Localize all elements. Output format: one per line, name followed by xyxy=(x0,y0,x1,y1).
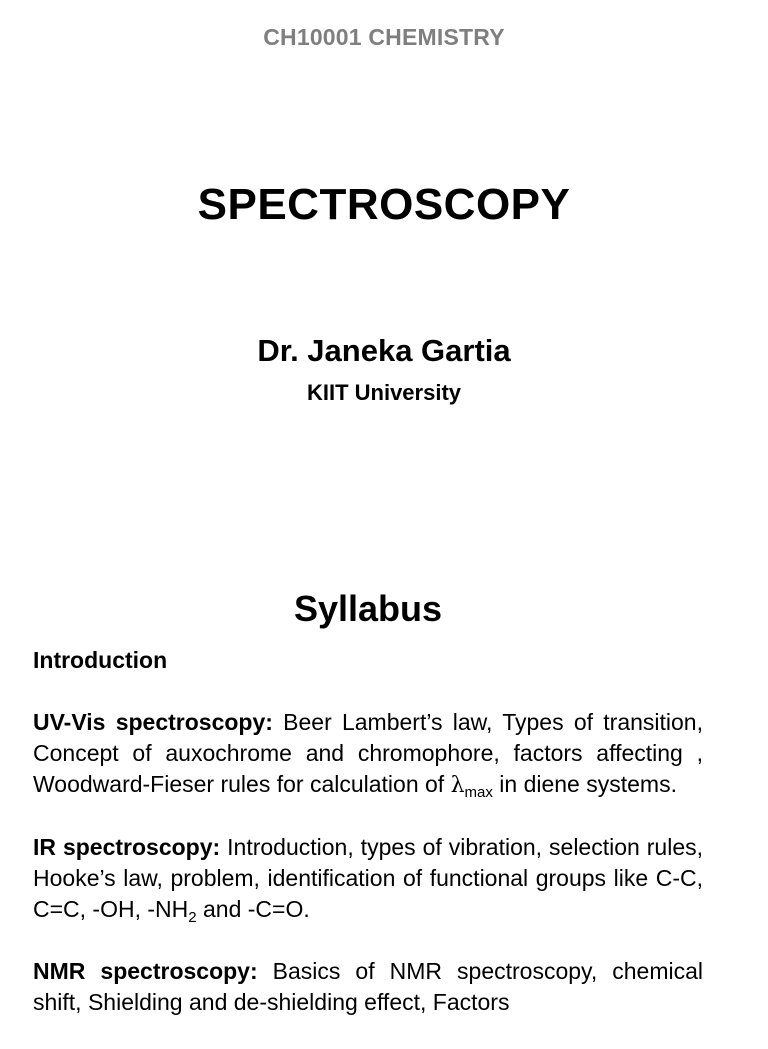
lambda-subscript: max xyxy=(464,784,493,801)
syllabus-section-nmr xyxy=(33,956,703,1018)
section-title-nmr: NMR spectroscopy: xyxy=(33,958,258,984)
section-text-ir: Introduction, types of vibration, selection rules, Hooke’s law, problem, identification of functional groups like C-C, C=C, -OH, -NH xyxy=(33,834,704,922)
lambda-symbol: λ xyxy=(450,773,465,798)
syllabus-section-ir xyxy=(33,832,703,925)
syllabus-intro-label: Introduction xyxy=(33,647,168,673)
section-title-uvvis: UV-Vis spectroscopy: xyxy=(33,709,273,735)
syllabus-heading: Syllabus xyxy=(293,588,443,629)
syllabus-section-uvvis xyxy=(33,707,703,801)
section-text-ir-end: and -C=O. xyxy=(196,896,310,922)
section-text-uvvis: Beer Lambert’s law, Types of transition, Concept of auxochrome and chromophore, factors affecting , Woodward-Fieser rules for calculation of xyxy=(33,709,703,797)
nh2-subscript: 2 xyxy=(188,909,197,926)
document-title: SPECTROSCOPY xyxy=(197,180,571,229)
course-code-header: CH10001 CHEMISTRY xyxy=(263,24,505,50)
author-name: Dr. Janeka Gartia xyxy=(257,333,511,368)
section-text-uvvis-end: in diene systems. xyxy=(492,771,677,797)
section-text-nmr: Basics of NMR spectroscopy, chemical shift, Shielding and de-shielding effect, Factors xyxy=(33,958,703,1015)
syllabus-body xyxy=(33,645,703,1049)
author-affiliation: KIIT University xyxy=(306,380,462,405)
section-title-ir: IR spectroscopy: xyxy=(33,834,221,860)
